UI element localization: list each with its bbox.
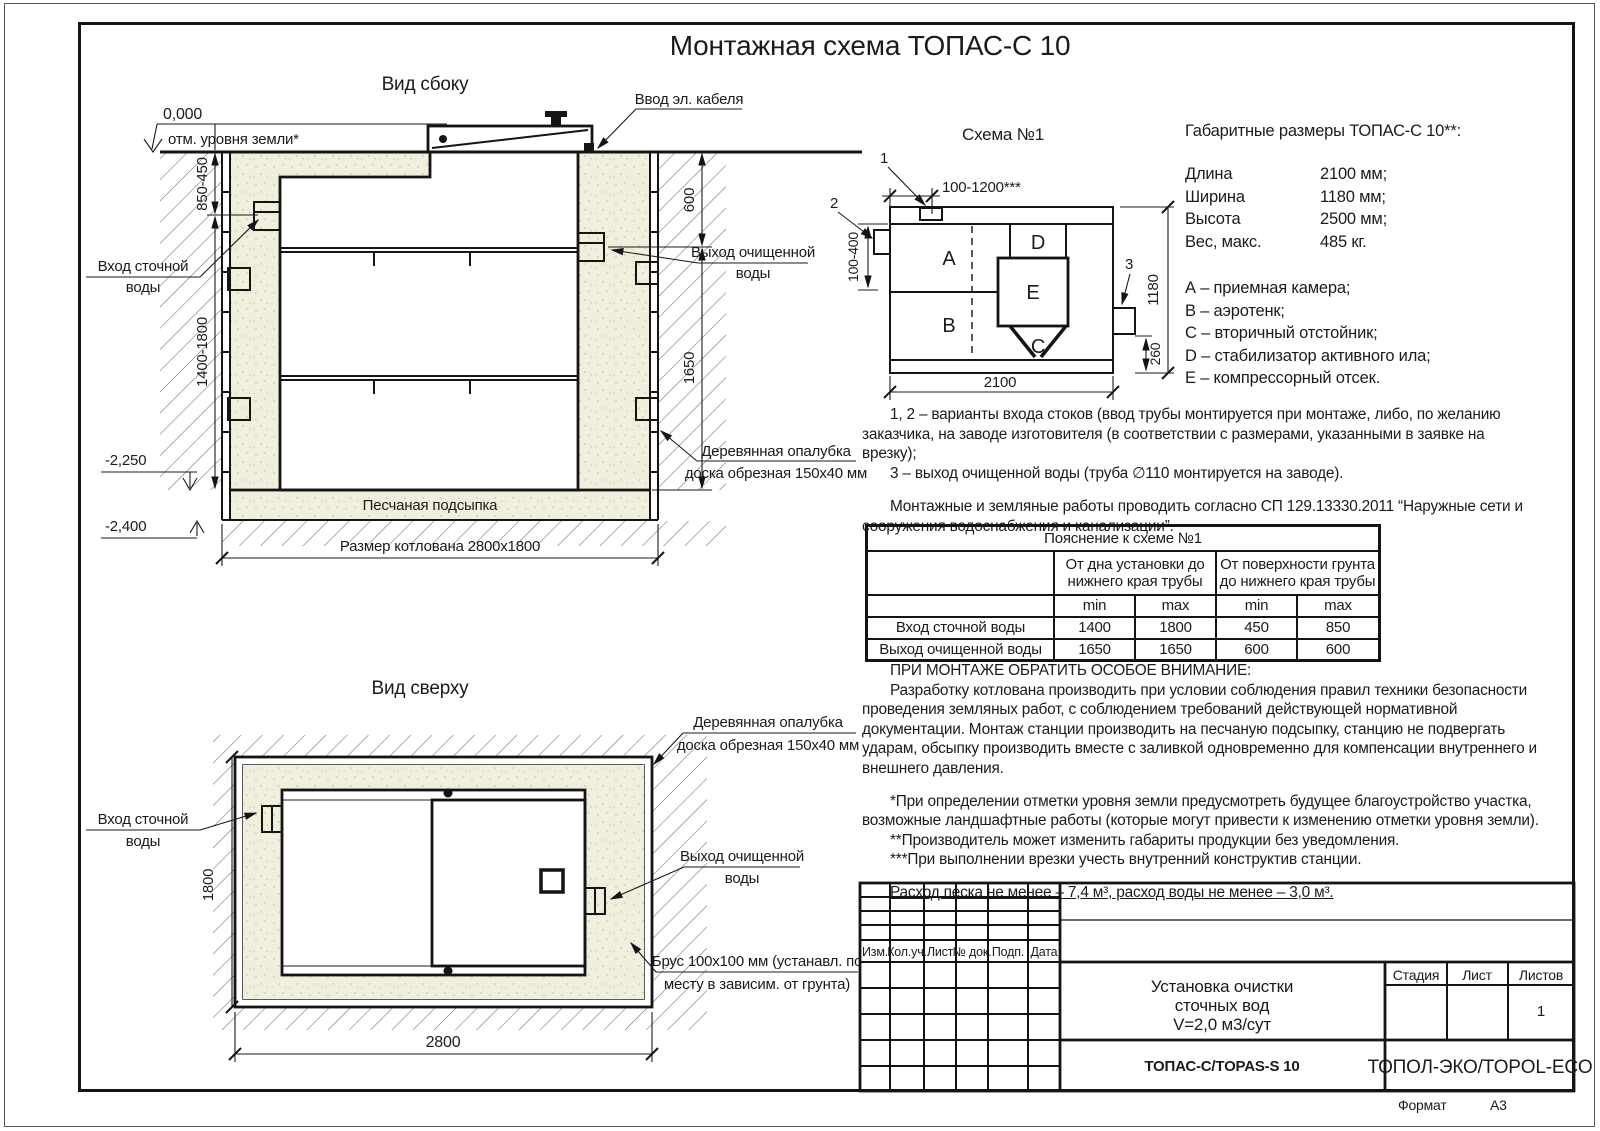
svg-text:-2,250: -2,250 [105,452,147,469]
scheme-inlet-1-stub [920,208,942,220]
scheme-callout-2 [830,195,872,238]
dim-right-top: 600 [681,187,698,213]
svg-text:воды: воды [125,279,161,296]
side-view [86,74,867,566]
sand-bed-label: Песчаная подсыпка [362,497,498,514]
svg-text:Деревянная опалубка: Деревянная опалубка [693,714,843,731]
scheme-callout-1 [880,150,925,205]
scheme-outline [890,207,1113,373]
svg-text:воды: воды [735,265,771,282]
top-view-title: Вид сверху [371,678,469,699]
tb-col-podp: Подп. [991,945,1025,959]
zero-level-mark [144,106,447,152]
dim-row-width: Ширина 1180 мм; [1185,187,1386,206]
top-view [86,678,862,1062]
doc-title-line1: Установка очистки [1150,977,1294,996]
table-title: Пояснение к схеме №1 [867,526,1380,551]
scheme-outlet-3-stub [1113,308,1135,334]
svg-text:доска обрезная 150x40 мм: доска обрезная 150x40 мм [676,737,860,754]
svg-text:Деревянная опалубка: Деревянная опалубка [701,443,851,460]
zero-level-value: 0,000 [163,106,203,123]
cable-entry-point [584,143,594,152]
scheme-title: Схема №1 [962,125,1044,144]
doc-title-line2: сточных вод [1174,996,1270,1015]
formwork-left [222,152,230,520]
scheme-dim-outlet: 260 [1147,342,1163,366]
legend-item-c: С – вторичный отстойник; [1185,324,1378,342]
svg-text:-2,400: -2,400 [105,518,147,535]
attention-note-3: ***При выполнении врезки учесть внутренний конструктив станции. [890,851,1362,869]
scheme-inlet-2-stub [874,230,890,254]
svg-text:воды: воды [724,870,760,887]
svg-text:Ввод эл. кабеля: Ввод эл. кабеля [634,91,744,108]
sand-backfill [230,152,650,520]
stage-label: Стадия [1392,967,1440,983]
scheme-1 [830,125,1174,400]
legend-item-e: Е – компрессорный отсек. [1185,369,1380,387]
scheme-outlet-dimension [1135,336,1163,370]
compartment-d-label: D [1030,232,1046,254]
tb-col-koluch: Кол.уч. [887,945,927,959]
model-designation: ТОПАС-С/TOPAS-S 10 [1144,1058,1300,1075]
attention-note-1: *При определении отметки уровня земли предусмотреть будущее благоустройство участка, возможные ландшафтные работы (которые могут привести к изменению отметки уровня земли). [862,792,1539,830]
note-outlet: 3 – выход очищенной воды (труба ∅110 монтируется на заводе). [890,464,1344,482]
tb-col-list: Лист [926,945,954,959]
formwork-right [650,152,658,520]
legend-item-a: А – приемная камера; [1185,279,1351,297]
svg-text:доска обрезная 150x40 мм: доска обрезная 150x40 мм [684,465,868,482]
sheets-label: Листов [1518,967,1564,983]
svg-text:месту в зависим. от грунта): месту в зависим. от грунта) [663,976,851,993]
svg-text:1: 1 [880,150,889,167]
pit-size-label: Размер котлована 2800x1800 [339,538,541,555]
svg-text:Брус 100x100 мм (устанавл. по: Брус 100x100 мм (устанавл. по [651,953,863,970]
table-group2-header: От поверхности грунта до нижнего края трубы [1216,551,1380,595]
table-minmax-row: min max min max [867,595,1380,617]
scheme-length-dimension [884,374,1119,400]
table-row-inlet: Вход сточной воды 1400 1800 450 850 [867,617,1380,639]
legend-item-d: D – стабилизатор активного ила; [1185,346,1431,365]
tb-col-ndok: № док. [952,945,992,959]
scheme-dim-height: 1180 [1145,274,1162,306]
dim-row-weight: Вес, макс. 485 кг. [1185,232,1367,251]
soil-hatch-left [160,153,222,490]
lid-hinge-bottom [444,967,453,976]
company-name: ТОПОЛ-ЭКО/TOPOL-ECO [1367,1057,1593,1078]
explanation-table [865,524,1381,662]
zero-level-label: отм. уровня земли* [168,131,299,148]
page-title: Монтажная схема ТОПАС-С 10 [669,30,1071,61]
compartment-a-label: A [942,248,956,270]
sheets-value: 1 [1536,1003,1546,1020]
sheet-label: Лист [1462,967,1492,983]
attention-note-2: **Производитель может изменить габариты продукции без уведомления. [890,831,1400,849]
top-view-dim-width: 1800 [200,868,217,902]
overall-dimensions-block [1185,122,1530,390]
doc-title-line3: V=2,0 м3/сут [1173,1015,1271,1034]
title-block [860,883,1592,1091]
svg-text:2: 2 [830,195,839,212]
compartment-e-label: E [1026,282,1040,304]
dim-row-height: Высота 2500 мм; [1185,210,1387,228]
table-group1-header: От дна установки до нижнего края трубы [1054,551,1216,595]
attention-block [862,661,1544,903]
scheme-dim-left: 100-400 [845,232,861,282]
tank-body [280,152,578,490]
top-view-dim-length: 2800 [425,1034,461,1051]
attention-paragraph: Разработку котлована производить при условии соблюдения правил техники безопасности проведения земляных работ, с соблюдением требований действующей нормативной документации. Монтаж станции производить на песчаную подсыпку, станцию не подвергать ударам, обсыпку производить вместе с заливкой одновременно для компенсации внутреннего и внешнего давления. [862,681,1537,777]
svg-text:Выход очищенной: Выход очищенной [679,848,805,865]
format-value: А3 [1490,1097,1507,1113]
compartment-b-label: B [942,315,956,337]
attention-title: ПРИ МОНТАЖЕ ОБРАТИТЬ ОСОБОЕ ВНИМАНИЕ: [890,662,1252,679]
level-mark-pit-bottom [101,518,204,538]
tank-decks [280,248,578,394]
lid-hinge-top [444,789,453,798]
dim-depth-top: 850-450 [194,157,211,211]
side-view-title: Вид сбоку [381,74,469,95]
legend-item-b: В – аэротенк; [1185,301,1285,320]
tb-col-izm: Изм. [862,945,888,959]
scheme-callout-3 [1122,256,1133,304]
dim-row-length: Длина 2100 мм; [1185,165,1387,183]
tank-lid [428,111,594,152]
svg-text:воды: воды [125,833,161,850]
dim-right-main: 1650 [681,351,698,385]
tb-col-data: Дата [1030,945,1058,959]
scheme-dim-top: 100-1200*** [942,179,1021,196]
cable-entry-leader [598,91,743,148]
consumption-note: Расход песка не менее – 7,4 м³, расход воды не менее – 3,0 м³. [890,883,1334,901]
notes-block [862,405,1538,536]
scheme-dim-length: 2100 [983,374,1017,391]
table-row-outlet: Выход очищенной воды 1650 1650 600 600 [867,639,1380,661]
compartment-c-label: C [1030,336,1046,358]
svg-text:3: 3 [1125,256,1134,273]
format-label: Формат [1398,1097,1447,1113]
compartment-legend [1185,277,1530,390]
overall-dims-title: Габаритные размеры ТОПАС-С 10**: [1185,122,1461,140]
dim-depth-main: 1400-1800 [194,317,211,387]
svg-text:Вход сточной: Вход сточной [97,811,189,828]
svg-text:Выход очищенной: Выход очищенной [690,244,816,261]
note-works: Монтажные и земляные работы проводить согласно СП 129.13330.2011 “Наружные сети и сооружения водоснабжения и канализации”. [862,498,1523,535]
scheme-top-dimension [882,179,1021,214]
note-variants: 1, 2 – варианты входа стоков (ввод трубы монтируется при монтаже, либо, по желанию заказчика, на заводе изготовителя (в соответствии с размерами, указанными в заявке на врезку); [862,406,1501,462]
svg-text:Вход сточной: Вход сточной [97,258,189,275]
table-corner-cell [867,551,1055,595]
